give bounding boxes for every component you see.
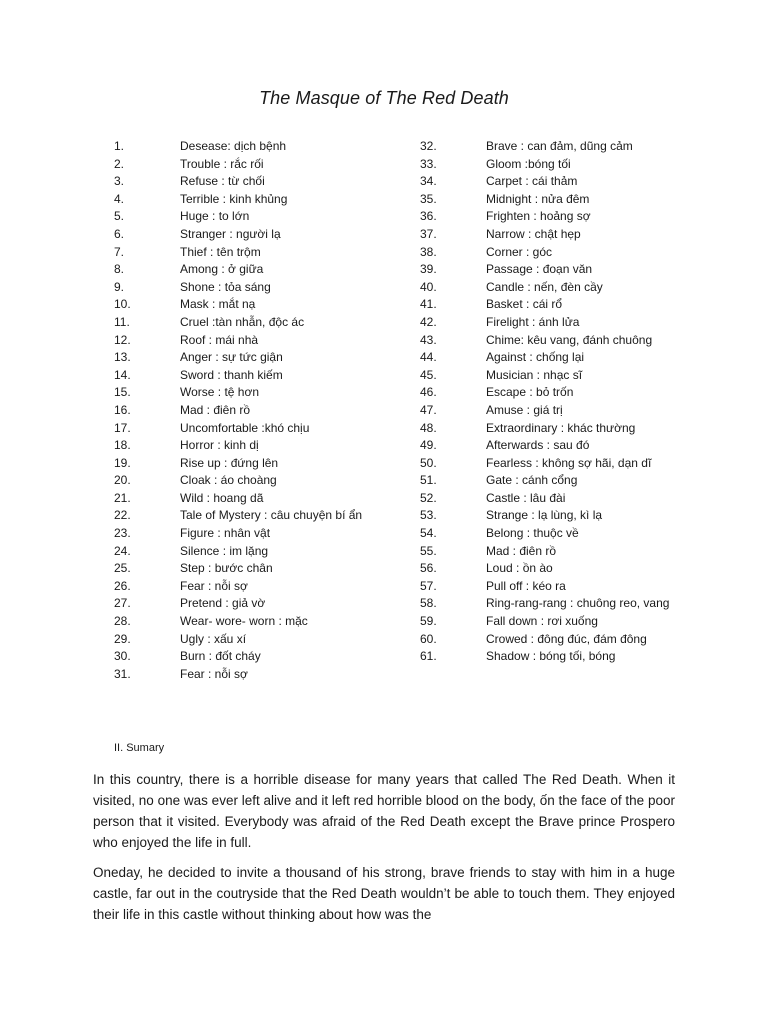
vocabulary-entry: Uncomfortable :khó chịu	[180, 420, 310, 435]
vocabulary-item	[420, 156, 678, 174]
vocabulary-entry: Mask : mắt nạ	[180, 297, 256, 312]
vocabulary-item	[114, 349, 386, 367]
vocabulary-list-left	[114, 138, 386, 683]
vocabulary-number: 54.	[420, 526, 437, 541]
vocabulary-item	[420, 332, 678, 350]
vocabulary-entry: Candle : nến, đèn cầy	[486, 279, 603, 294]
vocabulary-entry: Fear : nỗi sợ	[180, 578, 248, 593]
vocabulary-item	[420, 420, 678, 438]
vocabulary-number: 34.	[420, 174, 437, 189]
vocabulary-entry: Extraordinary : khác thường	[486, 420, 636, 435]
vocabulary-entry: Belong : thuộc về	[486, 526, 579, 541]
vocabulary-entry: Stranger : người lạ	[180, 226, 281, 241]
vocabulary-item	[114, 296, 386, 314]
vocabulary-item	[114, 226, 386, 244]
vocabulary-item	[420, 226, 678, 244]
vocabulary-item	[420, 349, 678, 367]
vocabulary-entry: Musician : nhạc sĩ	[486, 367, 583, 382]
vocabulary-entry: Horror : kinh dị	[180, 438, 259, 453]
vocabulary-number: 17.	[114, 420, 131, 435]
vocabulary-item	[420, 631, 678, 649]
vocabulary-number: 29.	[114, 631, 131, 646]
vocabulary-item	[420, 543, 678, 561]
vocabulary-entry: Fear : nỗi sợ	[180, 666, 248, 681]
vocabulary-entry: Pretend : giả vờ	[180, 596, 266, 611]
vocabulary-number: 37.	[420, 226, 437, 241]
vocabulary-number: 4.	[114, 191, 125, 206]
vocabulary-entry: Loud : ồn ào	[486, 561, 553, 576]
vocabulary-entry: Pull off : kéo ra	[486, 578, 566, 593]
vocabulary-number: 61.	[420, 649, 437, 664]
vocabulary-entry: Gloom :bóng tối	[486, 156, 571, 171]
vocabulary-item	[114, 455, 386, 473]
vocabulary-entry: Anger : sự tức giận	[180, 350, 283, 365]
vocabulary-number: 3.	[114, 174, 125, 189]
vocabulary-number: 39.	[420, 262, 437, 277]
vocabulary-item	[114, 384, 386, 402]
vocabulary-item	[420, 208, 678, 226]
vocabulary-number: 44.	[420, 350, 437, 365]
vocabulary-item	[114, 648, 386, 666]
vocabulary-entry: Huge : to lớn	[180, 209, 250, 224]
vocabulary-number: 59.	[420, 614, 437, 629]
vocabulary-number: 31.	[114, 666, 131, 681]
page-title: The Masque of The Red Death	[259, 88, 509, 108]
vocabulary-entry: Figure : nhân vật	[180, 526, 271, 541]
vocabulary-entry: Shadow : bóng tối, bóng	[486, 649, 616, 664]
vocabulary-number: 45.	[420, 367, 437, 382]
vocabulary-number: 47.	[420, 402, 437, 417]
summary-paragraph-1: In this country, there is a horrible disease for many years that called The Red Death. When it visited, no one was ever left alive and it left red horrible blood on the body, ốn the face of the poor person that it visited. Everybody was afraid of the Red Death except the Brave prince Prospero who enjoyed the life in full.	[93, 772, 675, 850]
vocabulary-item	[420, 595, 678, 613]
vocabulary-number: 55.	[420, 543, 437, 558]
vocabulary-item	[420, 437, 678, 455]
vocabulary-item	[420, 578, 678, 596]
vocabulary-item	[114, 420, 386, 438]
vocabulary-number: 60.	[420, 631, 437, 646]
vocabulary-entry: Basket : cái rổ	[486, 297, 563, 312]
vocabulary-item	[420, 244, 678, 262]
vocabulary-entry: Tale of Mystery : câu chuyện bí ẩn	[180, 508, 363, 523]
vocabulary-number: 32.	[420, 139, 437, 153]
vocabulary-item	[420, 472, 678, 490]
vocabulary-number: 5.	[114, 209, 125, 224]
vocabulary-entry: Sword : thanh kiếm	[180, 367, 283, 382]
vocabulary-entry: Cloak : áo choàng	[180, 473, 277, 488]
vocabulary-item	[114, 314, 386, 332]
vocabulary-item	[420, 191, 678, 209]
vocabulary-entry: Terrible : kinh khủng	[180, 191, 288, 206]
vocabulary-entry: Cruel :tàn nhẫn, độc ác	[180, 314, 305, 329]
vocabulary-number: 6.	[114, 226, 125, 241]
vocabulary-number: 1.	[114, 139, 125, 153]
vocabulary-number: 51.	[420, 473, 437, 488]
vocabulary-item	[420, 384, 678, 402]
vocabulary-item	[114, 613, 386, 631]
vocabulary-number: 35.	[420, 191, 437, 206]
vocabulary-item	[114, 191, 386, 209]
vocabulary-item	[420, 261, 678, 279]
vocabulary-number: 2.	[114, 156, 125, 171]
vocabulary-entry: Thief : tên trộm	[180, 244, 261, 259]
vocabulary-item	[114, 560, 386, 578]
vocabulary-entry: Worse : tệ hơn	[180, 385, 260, 400]
vocabulary-entry: Shone : tỏa sáng	[180, 279, 271, 294]
vocabulary-item	[114, 525, 386, 543]
vocabulary-number: 10.	[114, 297, 131, 312]
vocabulary-entry: Trouble : rắc rối	[180, 156, 264, 171]
vocabulary-number: 12.	[114, 332, 131, 347]
vocabulary-number: 11.	[114, 314, 130, 329]
vocabulary-number: 33.	[420, 156, 437, 171]
vocabulary-entry: Against : chống lại	[486, 350, 585, 365]
vocabulary-item	[420, 296, 678, 314]
vocabulary-number: 57.	[420, 578, 437, 593]
section-heading: II. Sumary	[114, 742, 165, 754]
vocabulary-entry: Wear- wore- worn : mặc	[180, 614, 308, 629]
vocabulary-item	[114, 208, 386, 226]
vocabulary-item	[114, 138, 386, 156]
vocabulary-item	[420, 367, 678, 385]
vocabulary-item	[114, 279, 386, 297]
vocabulary-item	[114, 332, 386, 350]
vocabulary-entry: Mad : điên rồ	[180, 402, 251, 417]
vocabulary-item	[420, 525, 678, 543]
vocabulary-entry: Chime: kêu vang, đánh chuông	[486, 332, 653, 347]
vocabulary-entry: Rise up : đứng lên	[180, 455, 279, 470]
vocabulary-number: 40.	[420, 279, 437, 294]
vocabulary-item	[420, 648, 678, 666]
vocabulary-number: 18.	[114, 438, 131, 453]
vocabulary-entry: Frighten : hoảng sợ	[486, 209, 591, 224]
vocabulary-item	[420, 613, 678, 631]
vocabulary-item	[420, 560, 678, 578]
vocabulary-number: 26.	[114, 578, 131, 593]
vocabulary-entry: Amuse : giá trị	[486, 402, 563, 417]
vocabulary-item	[420, 138, 678, 156]
vocabulary-item	[420, 455, 678, 473]
vocabulary-entry: Crowed : đông đúc, đám đông	[486, 631, 647, 646]
vocabulary-entry: Silence : im lặng	[180, 543, 269, 558]
vocabulary-entry: Firelight : ánh lửa	[486, 314, 580, 329]
vocabulary-entry: Castle : lâu đài	[486, 490, 566, 505]
vocabulary-number: 8.	[114, 262, 125, 277]
vocabulary-entry: Refuse : từ chối	[180, 174, 265, 189]
vocabulary-number: 25.	[114, 561, 131, 576]
vocabulary-entry: Fearless : không sợ hãi, dạn dĩ	[486, 455, 652, 470]
vocabulary-number: 13.	[114, 350, 131, 365]
vocabulary-number: 58.	[420, 596, 437, 611]
vocabulary-number: 21.	[114, 490, 131, 505]
vocabulary-item	[114, 631, 386, 649]
vocabulary-number: 7.	[114, 244, 125, 259]
vocabulary-entry: Corner : góc	[486, 244, 553, 259]
vocabulary-number: 53.	[420, 508, 437, 523]
vocabulary-number: 30.	[114, 649, 131, 664]
summary-paragraph-2: Oneday, he decided to invite a thousand of his strong, brave friends to stay with him in a huge castle, far out in the coutryside that the Red Death wouldn’t be able to touch them. They enjoyed their life in this castle without thinking about how was the	[93, 865, 675, 922]
vocabulary-item	[420, 490, 678, 508]
vocabulary-item	[420, 314, 678, 332]
vocabulary-item	[114, 507, 386, 525]
vocabulary-item	[114, 472, 386, 490]
vocabulary-entry: Gate : cánh cổng	[486, 473, 578, 488]
vocabulary-number: 43.	[420, 332, 437, 347]
vocabulary-item	[114, 543, 386, 561]
vocabulary-item	[114, 156, 386, 174]
vocabulary-entry: Ugly : xấu xí	[180, 631, 247, 646]
vocabulary-number: 23.	[114, 526, 131, 541]
vocabulary-number: 24.	[114, 543, 131, 558]
vocabulary-entry: Passage : đoạn văn	[486, 262, 593, 277]
vocabulary-number: 28.	[114, 614, 131, 629]
vocabulary-number: 19.	[114, 455, 131, 470]
vocabulary-number: 14.	[114, 367, 131, 382]
vocabulary-number: 27.	[114, 596, 131, 611]
vocabulary-entry: Desease: dịch bệnh	[180, 139, 287, 153]
vocabulary-item	[420, 507, 678, 525]
vocabulary-item	[114, 578, 386, 596]
vocabulary-entry: Step : bước chân	[180, 561, 273, 576]
vocabulary-entry: Roof : mái nhà	[180, 332, 259, 347]
vocabulary-item	[114, 244, 386, 262]
vocabulary-entry: Brave : can đảm, dũng cảm	[486, 139, 633, 153]
vocabulary-entry: Afterwards : sau đó	[486, 438, 590, 453]
vocabulary-entry: Among : ở giữa	[180, 262, 264, 277]
vocabulary-item	[420, 402, 678, 420]
vocabulary-item	[114, 402, 386, 420]
vocabulary-entry: Escape : bỏ trốn	[486, 385, 574, 400]
vocabulary-item	[114, 666, 386, 684]
vocabulary-number: 49.	[420, 438, 437, 453]
vocabulary-entry: Wild : hoang dã	[180, 490, 264, 505]
vocabulary-list-right	[420, 138, 678, 666]
vocabulary-number: 20.	[114, 473, 131, 488]
vocabulary-number: 52.	[420, 490, 437, 505]
vocabulary-number: 15.	[114, 385, 131, 400]
vocabulary-number: 36.	[420, 209, 437, 224]
vocabulary-item	[114, 595, 386, 613]
vocabulary-entry: Strange : lạ lùng, kì lạ	[486, 508, 603, 523]
vocabulary-number: 56.	[420, 561, 437, 576]
vocabulary-item	[114, 367, 386, 385]
vocabulary-entry: Carpet : cái thảm	[486, 174, 578, 189]
vocabulary-item	[114, 490, 386, 508]
vocabulary-item	[420, 279, 678, 297]
vocabulary-entry: Burn : đốt cháy	[180, 649, 261, 664]
vocabulary-entry: Narrow : chật hẹp	[486, 226, 581, 241]
vocabulary-number: 38.	[420, 244, 437, 259]
vocabulary-entry: Mad : điên rồ	[486, 543, 557, 558]
vocabulary-number: 16.	[114, 402, 131, 417]
vocabulary-number: 48.	[420, 420, 437, 435]
vocabulary-item	[114, 437, 386, 455]
vocabulary-number: 41.	[420, 297, 437, 312]
vocabulary-number: 42.	[420, 314, 437, 329]
vocabulary-number: 46.	[420, 385, 437, 400]
vocabulary-entry: Midnight : nửa đêm	[486, 191, 590, 206]
vocabulary-number: 50.	[420, 455, 437, 470]
vocabulary-number: 22.	[114, 508, 131, 523]
vocabulary-item	[114, 173, 386, 191]
vocabulary-item	[114, 261, 386, 279]
vocabulary-number: 9.	[114, 279, 125, 294]
vocabulary-entry: Fall down : rơi xuống	[486, 614, 598, 629]
vocabulary-item	[420, 173, 678, 191]
vocabulary-entry: Ring-rang-rang : chuông reo, vang	[486, 596, 670, 611]
